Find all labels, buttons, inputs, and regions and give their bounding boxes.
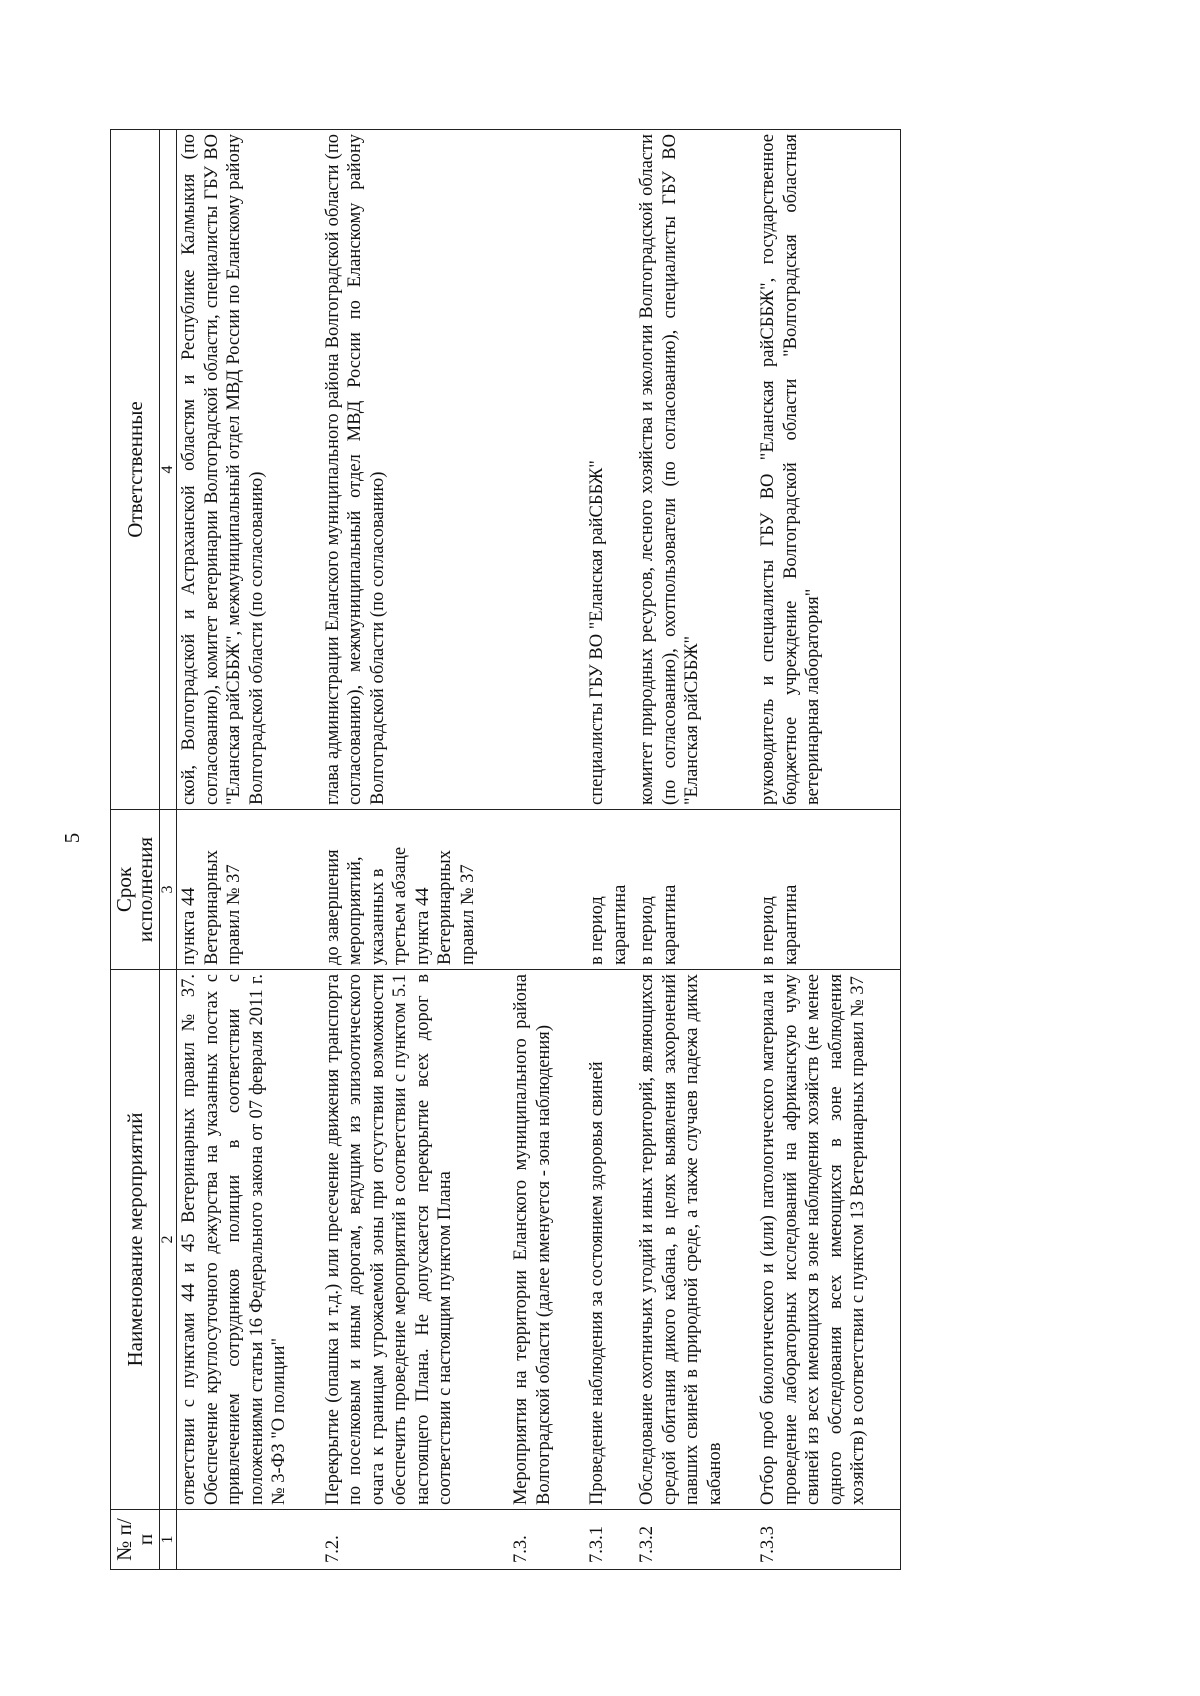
row-responsible: комитет природных ресурсов, лесного хозяйства и экологии Волгоградской области (по согласованию), охотпользователи (по согласованию), специалисты ГБУ ВО "Еланская райСББЖ" (635, 130, 756, 810)
table-row (509, 130, 585, 1570)
row-responsible (509, 130, 585, 810)
header-term: Срок исполнения (111, 810, 160, 970)
row-term: пункта 44 Ветеринарных правил № 37 (177, 810, 321, 970)
events-table (110, 129, 901, 1570)
row-responsible: специалисты ГБУ ВО "Еланская райСББЖ" (585, 130, 635, 810)
column-number: 2 (160, 970, 177, 1510)
rotated-table-container (110, 130, 910, 1570)
row-name: ответствии с пунктами 44 и 45 Ветеринарных правил № 37. Обеспечение круглосуточного дежурства на указанных постах с привлечением сотрудников полиции в соответствии с положениями статьи 16 Федерального закона от 07 февраля 2011 г. № 3-ФЗ "О полиции" (177, 970, 321, 1510)
row-responsible: руководитель и специалисты ГБУ ВО "Еланская райСББЖ", государственное бюджетное учреждение Волгоградской области "Волгоградская областная ветеринарная лаборатория" (756, 130, 900, 810)
row-responsible: глава администрации Еланского муниципального района Волгоградской области (по согласованию), межмуниципальный отдел МВД России по Еланскому району Волгоградской области (по согласованию) (321, 130, 510, 810)
table-row (756, 130, 900, 1570)
row-responsible: ской, Волгоградской и Астраханской областям и Республике Калмыкия (по согласованию), комитет ветеринарии Волгоградской области, специалисты ГБУ ВО "Еланская райСББЖ", межмуниципальный отдел МВД России по Еланскому району Волгоградской области (по согласованию) (177, 130, 321, 810)
row-number: 7.3.1 (585, 1510, 635, 1570)
row-term: в период карантина (585, 810, 635, 970)
table-row (321, 130, 510, 1570)
page-number: 5 (60, 832, 84, 844)
table-row (177, 130, 321, 1570)
column-number: 4 (160, 130, 177, 810)
column-number-row (160, 130, 177, 1570)
row-number: 7.3.3 (756, 1510, 900, 1570)
table-row (585, 130, 635, 1570)
column-number: 3 (160, 810, 177, 970)
row-term: до завершения мероприятий, указанных в третьем абзаце пункта 44 Ветеринарных правил № 37 (321, 810, 510, 970)
row-name: Перекрытие (опашка и т.д.) или пресечение движения транспорта по поселковым и иным дорогам, ведущим из эпизоотического очага к границам угрожаемой зоны при отсутствии возможности обеспечить проведение мероприятий в соответствии с пунктом 5.1 настоящего Плана. Не допускается перекрытие всех дорог в соответствии с настоящим пунктом Плана (321, 970, 510, 1510)
row-number (177, 1510, 321, 1570)
row-term (509, 810, 585, 970)
row-name: Мероприятия на территории Еланского муниципального района Волгоградской области (далее именуется - зона наблюдения) (509, 970, 585, 1510)
table-row (635, 130, 756, 1570)
header-num: № п/п (111, 1510, 160, 1570)
row-number: 7.3.2 (635, 1510, 756, 1570)
column-number: 1 (160, 1510, 177, 1570)
row-number: 7.3. (509, 1510, 585, 1570)
row-term: в период карантина (635, 810, 756, 970)
table-header-row (111, 130, 160, 1570)
row-number: 7.2. (321, 1510, 510, 1570)
row-name: Проведение наблюдения за состоянием здоровья свиней (585, 970, 635, 1510)
row-name: Обследование охотничьих угодий и иных территорий, являющихся средой обитания дикого кабана, в целях выявления захоронений павших свиней в природной среде, а также случаев падежа диких кабанов (635, 970, 756, 1510)
header-name: Наименование мероприятий (111, 970, 160, 1510)
row-name: Отбор проб биологического и (или) патологического материала и проведение лабораторных исследований на африканскую чуму свиней из всех имеющихся в зоне наблюдения хозяйств (не менее одного обследования всех имеющихся в зоне наблюдения хозяйств) в соответствии с пунктом 13 Ветеринарных правил № 37 (756, 970, 900, 1510)
header-responsible: Ответственные (111, 130, 160, 810)
row-term: в период карантина (756, 810, 900, 970)
